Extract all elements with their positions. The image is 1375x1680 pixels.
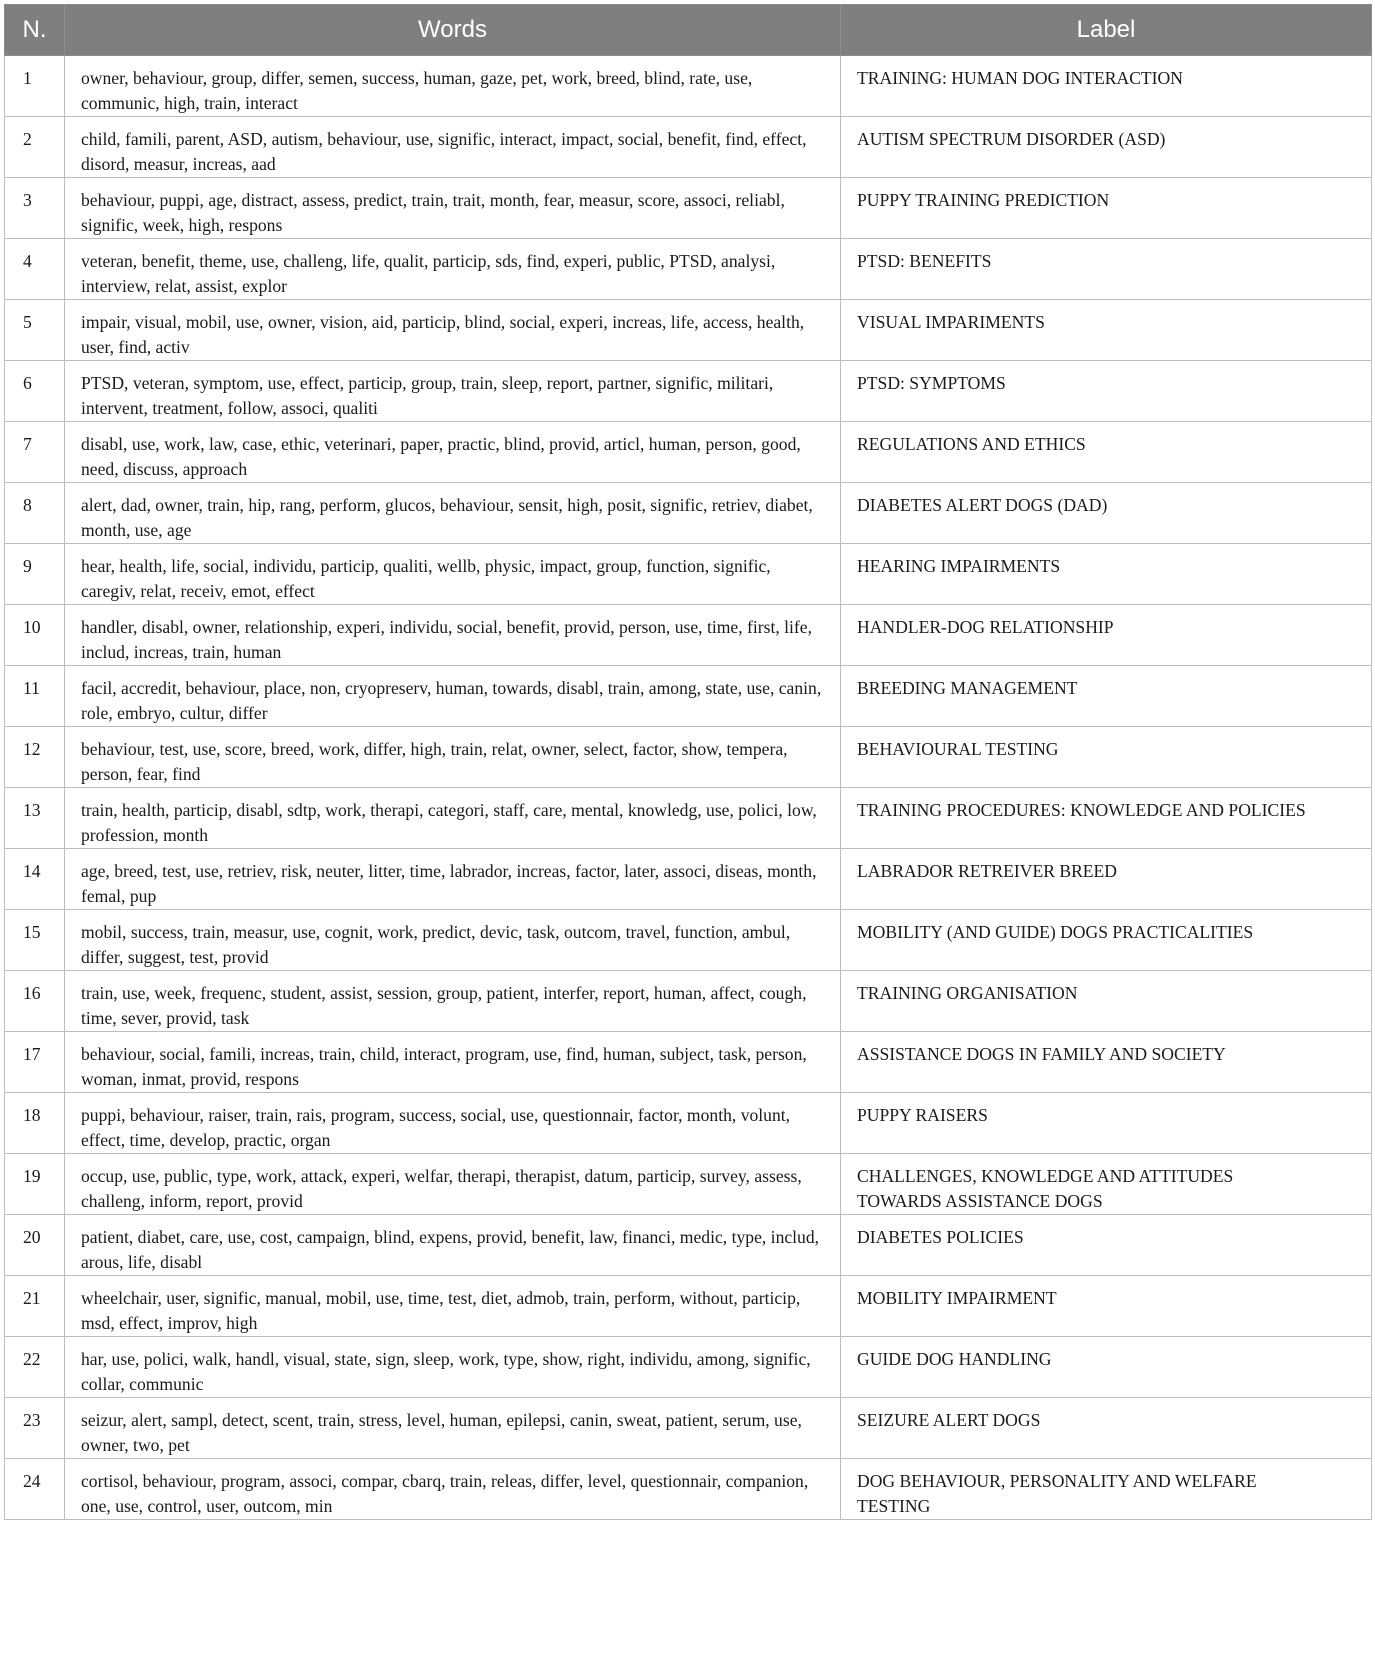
row-words: patient, diabet, care, use, cost, campaign, blind, expens, provid, benefit, law, financi, medic, type, includ, arous, life, disabl [65,1215,841,1276]
table-row [5,1398,1372,1459]
row-words: alert, dad, owner, train, hip, rang, perform, glucos, behaviour, sensit, high, posit, signific, retriev, diabet, month, use, age [65,483,841,544]
row-words: disabl, use, work, law, case, ethic, veterinari, paper, practic, blind, provid, articl, human, person, good, need, discuss, approach [65,422,841,483]
row-words: seizur, alert, sampl, detect, scent, train, stress, level, human, epilepsi, canin, sweat, patient, serum, use, owner, two, pet [65,1398,841,1459]
row-words: wheelchair, user, signific, manual, mobil, use, time, test, diet, admob, train, perform, without, particip, msd, effect, improv, high [65,1276,841,1337]
row-label: PUPPY RAISERS [841,1093,1372,1154]
row-number: 23 [5,1398,65,1459]
table-row [5,849,1372,910]
row-label: AUTISM SPECTRUM DISORDER (ASD) [841,117,1372,178]
row-number: 3 [5,178,65,239]
table-row [5,605,1372,666]
table-row [5,1215,1372,1276]
row-words: occup, use, public, type, work, attack, experi, welfar, therapi, therapist, datum, particip, survey, assess, challeng, inform, report, provid [65,1154,841,1215]
row-words: owner, behaviour, group, differ, semen, success, human, gaze, pet, work, breed, blind, rate, use, communic, high, train, interact [65,56,841,117]
header-number: N. [5,5,65,56]
row-number: 21 [5,1276,65,1337]
row-words: behaviour, social, famili, increas, train, child, interact, program, use, find, human, subject, task, person, woman, inmat, provid, respons [65,1032,841,1093]
row-words: mobil, success, train, measur, use, cognit, work, predict, devic, task, outcom, travel, function, ambul, differ, suggest, test, provid [65,910,841,971]
row-words: age, breed, test, use, retriev, risk, neuter, litter, time, labrador, increas, factor, later, associ, diseas, month, femal, pup [65,849,841,910]
row-number: 5 [5,300,65,361]
row-words: child, famili, parent, ASD, autism, behaviour, use, signific, interact, impact, social, benefit, find, effect, disord, measur, increas, aad [65,117,841,178]
row-label: HEARING IMPAIRMENTS [841,544,1372,605]
row-words: facil, accredit, behaviour, place, non, cryopreserv, human, towards, disabl, train, among, state, use, canin, role, embryo, cultur, differ [65,666,841,727]
row-words: cortisol, behaviour, program, associ, compar, cbarq, train, releas, differ, level, questionnair, companion, one, use, control, user, outcom, min [65,1459,841,1520]
table-row [5,544,1372,605]
row-label: DIABETES ALERT DOGS (DAD) [841,483,1372,544]
row-number: 24 [5,1459,65,1520]
row-label: BREEDING MANAGEMENT [841,666,1372,727]
table-row [5,1093,1372,1154]
row-label: MOBILITY (AND GUIDE) DOGS PRACTICALITIES [841,910,1372,971]
table-row [5,971,1372,1032]
row-label: CHALLENGES, KNOWLEDGE AND ATTITUDES TOWARDS ASSISTANCE DOGS [841,1154,1372,1215]
row-words: veteran, benefit, theme, use, challeng, life, qualit, particip, sds, find, experi, public, PTSD, analysi, interview, relat, assist, explor [65,239,841,300]
table-row [5,1337,1372,1398]
row-words: PTSD, veteran, symptom, use, effect, particip, group, train, sleep, report, partner, signific, militari, intervent, treatment, follow, associ, qualiti [65,361,841,422]
row-label: ASSISTANCE DOGS IN FAMILY AND SOCIETY [841,1032,1372,1093]
row-label: PTSD: SYMPTOMS [841,361,1372,422]
row-number: 9 [5,544,65,605]
row-number: 18 [5,1093,65,1154]
table-row [5,56,1372,117]
topics-table-container [4,4,1371,1520]
row-words: train, use, week, frequenc, student, assist, session, group, patient, interfer, report, human, affect, cough, time, sever, provid, task [65,971,841,1032]
table-header [5,5,1372,56]
row-label: GUIDE DOG HANDLING [841,1337,1372,1398]
row-label: HANDLER-DOG RELATIONSHIP [841,605,1372,666]
row-number: 1 [5,56,65,117]
row-number: 6 [5,361,65,422]
header-words: Words [65,5,841,56]
header-label: Label [841,5,1372,56]
row-number: 8 [5,483,65,544]
row-number: 17 [5,1032,65,1093]
table-row [5,361,1372,422]
row-label: TRAINING PROCEDURES: KNOWLEDGE AND POLICIES [841,788,1372,849]
row-words: hear, health, life, social, individu, particip, qualiti, wellb, physic, impact, group, function, signific, caregiv, relat, receiv, emot, effect [65,544,841,605]
row-label: TRAINING: HUMAN DOG INTERACTION [841,56,1372,117]
row-number: 14 [5,849,65,910]
row-number: 12 [5,727,65,788]
table-row [5,910,1372,971]
row-label: SEIZURE ALERT DOGS [841,1398,1372,1459]
row-label: DIABETES POLICIES [841,1215,1372,1276]
row-label: VISUAL IMPARIMENTS [841,300,1372,361]
row-number: 19 [5,1154,65,1215]
row-number: 2 [5,117,65,178]
row-label: MOBILITY IMPAIRMENT [841,1276,1372,1337]
table-row [5,178,1372,239]
table-row [5,1459,1372,1520]
table-row [5,300,1372,361]
row-label: BEHAVIOURAL TESTING [841,727,1372,788]
row-number: 16 [5,971,65,1032]
row-label: PUPPY TRAINING PREDICTION [841,178,1372,239]
row-number: 22 [5,1337,65,1398]
table-row [5,422,1372,483]
table-row [5,788,1372,849]
row-label: REGULATIONS AND ETHICS [841,422,1372,483]
row-number: 13 [5,788,65,849]
row-words: behaviour, test, use, score, breed, work, differ, high, train, relat, owner, select, factor, show, tempera, person, fear, find [65,727,841,788]
row-label: DOG BEHAVIOUR, PERSONALITY AND WELFARE TESTING [841,1459,1372,1520]
row-words: behaviour, puppi, age, distract, assess, predict, train, trait, month, fear, measur, score, associ, reliabl, signific, week, high, respons [65,178,841,239]
table-row [5,1154,1372,1215]
row-number: 4 [5,239,65,300]
row-label: PTSD: BENEFITS [841,239,1372,300]
row-number: 11 [5,666,65,727]
row-words: handler, disabl, owner, relationship, experi, individu, social, benefit, provid, person, use, time, first, life, includ, increas, train, human [65,605,841,666]
table-row [5,727,1372,788]
row-number: 20 [5,1215,65,1276]
table-row [5,1276,1372,1337]
table-row [5,483,1372,544]
row-label: TRAINING ORGANISATION [841,971,1372,1032]
row-words: impair, visual, mobil, use, owner, vision, aid, particip, blind, social, experi, increas, life, access, health, user, find, activ [65,300,841,361]
row-words: train, health, particip, disabl, sdtp, work, therapi, categori, staff, care, mental, knowledg, use, polici, low, profession, month [65,788,841,849]
table-row [5,1032,1372,1093]
table-row [5,666,1372,727]
row-words: har, use, polici, walk, handl, visual, state, sign, sleep, work, type, show, right, individu, among, signific, collar, communic [65,1337,841,1398]
row-number: 10 [5,605,65,666]
header-row [5,5,1372,56]
table-body [5,56,1372,1520]
row-label: LABRADOR RETREIVER BREED [841,849,1372,910]
table-row [5,117,1372,178]
table-row [5,239,1372,300]
topics-table [4,4,1372,1520]
row-number: 7 [5,422,65,483]
row-words: puppi, behaviour, raiser, train, rais, program, success, social, use, questionnair, factor, month, volunt, effect, time, develop, practic, organ [65,1093,841,1154]
row-number: 15 [5,910,65,971]
